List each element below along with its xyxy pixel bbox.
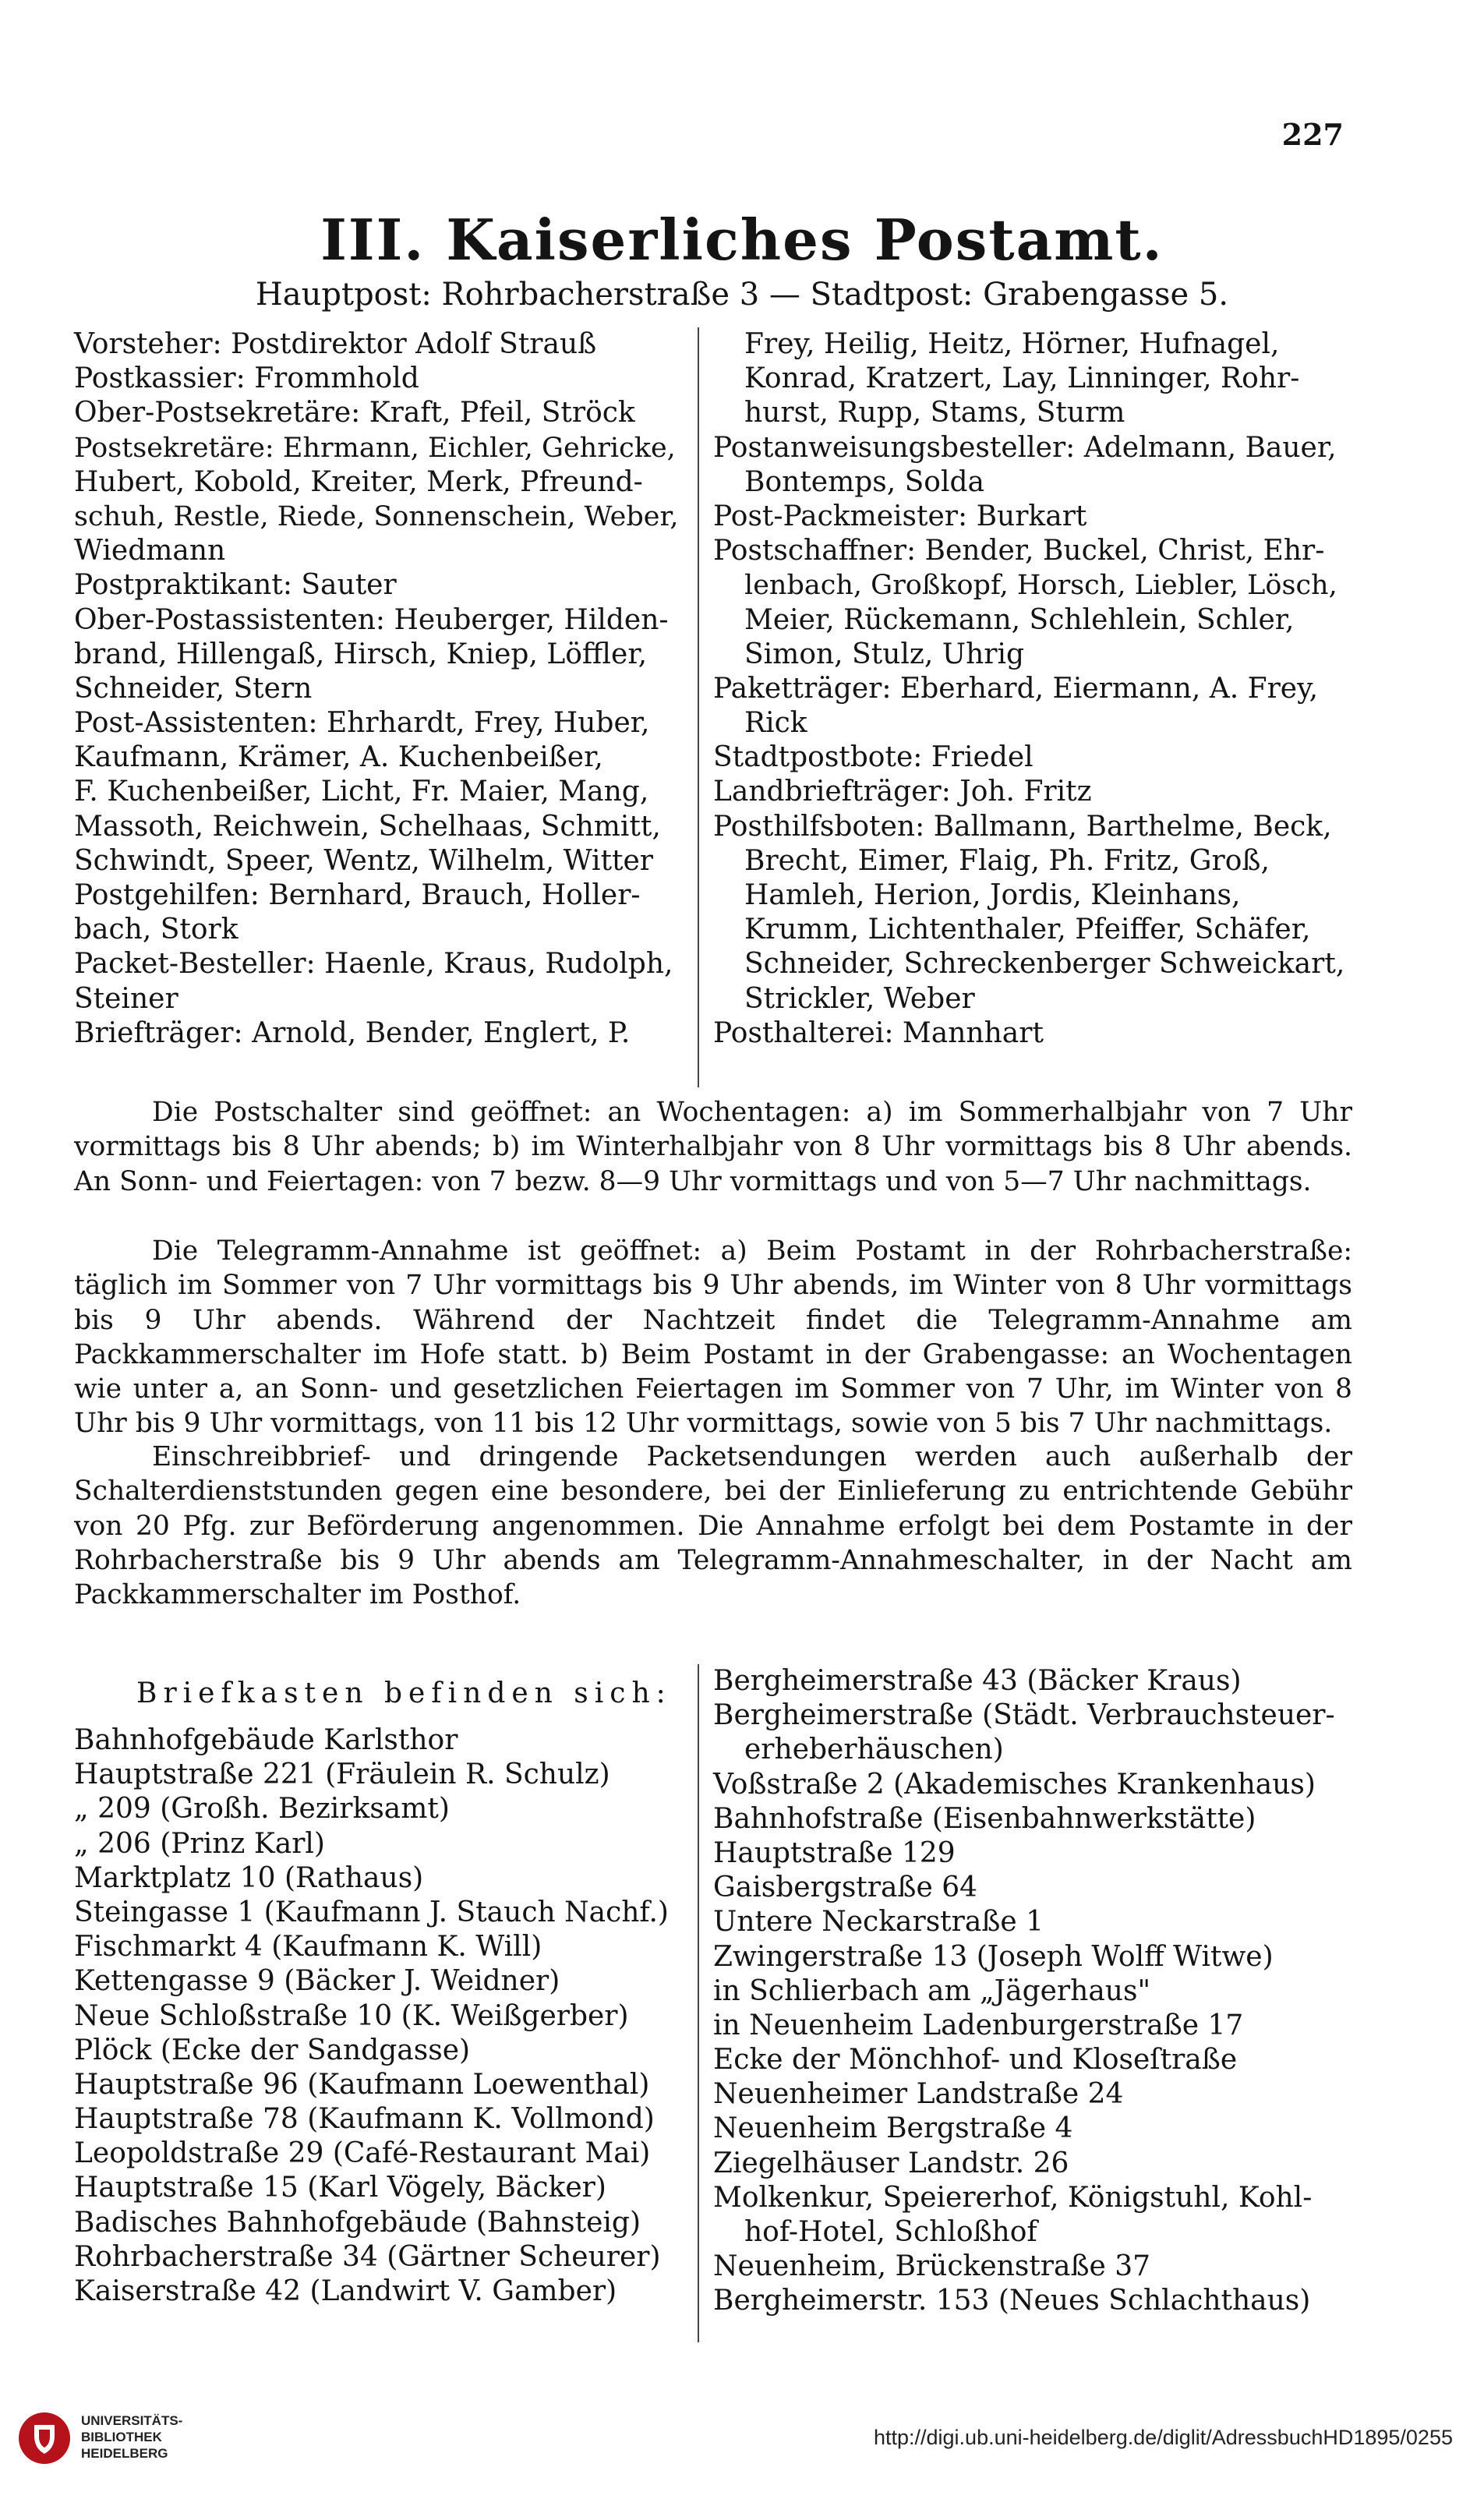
text-line: Postschaffner: Bender, Buckel, Christ, Ehr- bbox=[713, 535, 1325, 567]
text-line: Paketträger: Eberhard, Eiermann, A. Frey, bbox=[713, 672, 1319, 705]
text-line: Leopoldstraße 29 (Café-Restaurant Mai) bbox=[74, 2137, 651, 2170]
text-line: in Schlierbach am „Jägerhaus" bbox=[713, 1974, 1151, 2007]
text-line: in Neuenheim Ladenburgerstraße 17 bbox=[713, 2009, 1244, 2041]
text-line: Zwingerstraße 13 (Joseph Wolff Witwe) bbox=[713, 1940, 1274, 1973]
text-line: Postgehilfen: Bernhard, Brauch, Holler- bbox=[74, 879, 641, 911]
text-line: Fischmarkt 4 (Kaufmann K. Will) bbox=[74, 1931, 542, 1963]
mailbox-heading: Briefkasten befinden sich: bbox=[136, 1677, 672, 1709]
university-seal-icon bbox=[17, 2411, 72, 2465]
text-line: Ober-Postassistenten: Heuberger, Hilden- bbox=[74, 603, 669, 636]
text-line: Konrad, Kratzert, Lay, Linninger, Rohr- bbox=[744, 362, 1300, 395]
text-line: Posthalterei: Mannhart bbox=[713, 1016, 1044, 1049]
text-line: „ 209 (Großh. Bezirksamt) bbox=[74, 1793, 450, 1826]
text-line: erheberhäuschen) bbox=[744, 1734, 1004, 1766]
text-line: Neuenheimer Landstraße 24 bbox=[713, 2078, 1124, 2111]
staff-left-column bbox=[74, 327, 686, 1051]
text-line: Hubert, Kobold, Kreiter, Merk, Pfreund- bbox=[74, 465, 643, 498]
text-line: Frey, Heilig, Heitz, Hörner, Hufnagel, bbox=[744, 328, 1280, 360]
column-divider bbox=[698, 327, 699, 1087]
text-line: Ecke der Mönchhof- und Kloseſtraße bbox=[713, 2044, 1238, 2077]
text-line: Bahnhofgebäude Karlsthor bbox=[74, 1724, 458, 1756]
logo-line: HEIDELBERG bbox=[81, 2446, 168, 2461]
text-line: Schneider, Stern bbox=[74, 672, 313, 705]
text-line: Steingasse 1 (Kaufmann J. Stauch Nachf.) bbox=[74, 1896, 669, 1928]
staff-section bbox=[74, 327, 1352, 1087]
text-line: Neuenheim Bergstraße 4 bbox=[713, 2112, 1073, 2145]
text-line: Postkassier: Frommhold bbox=[74, 362, 419, 395]
mailbox-left-column bbox=[74, 1664, 686, 2309]
text-line: Ober-Postsekretäre: Kraft, Pfeil, Ströck bbox=[74, 397, 635, 429]
mailbox-section bbox=[74, 1664, 1352, 2342]
text-line: Vorsteher: Postdirektor Adolf Strauß bbox=[74, 328, 597, 360]
text-line: Krumm, Lichtenthaler, Pfeiffer, Schäfer, bbox=[744, 914, 1311, 946]
text-line: Voßstraße 2 (Akademisches Krankenhaus) bbox=[713, 1768, 1316, 1801]
text-line: Simon, Stulz, Uhrig bbox=[744, 638, 1025, 670]
text-line: Massoth, Reichwein, Schelhaas, Schmitt, bbox=[74, 810, 661, 843]
text-line: Kaufmann, Krämer, A. Kuchenbeißer, bbox=[74, 741, 603, 774]
text-line: Postsekretäre: Ehrmann, Eichler, Gehricke, bbox=[74, 432, 676, 464]
text-line: Postpraktikant: Sauter bbox=[74, 569, 397, 602]
text-line: Schneider, Schreckenberger Schweickart, bbox=[744, 948, 1345, 981]
source-url-link[interactable]: http://digi.ub.uni-heidelberg.de/diglit/AdressbuchHD1895/0255 bbox=[873, 2426, 1453, 2449]
text-line: Stadtpostbote: Friedel bbox=[713, 741, 1034, 774]
page-number: 227 bbox=[1281, 117, 1344, 152]
text-line: Molkenkur, Speiererhof, Königstuhl, Kohl- bbox=[713, 2181, 1313, 2214]
telegram-paragraph bbox=[74, 1234, 1352, 1441]
text-line: Bergheimerstraße 43 (Bäcker Kraus) bbox=[713, 1665, 1242, 1697]
text-line: Meier, Rückemann, Schlehlein, Schler, bbox=[744, 603, 1295, 636]
text-line: Postanweisungsbesteller: Adelmann, Bauer, bbox=[713, 431, 1337, 464]
registered-mail-paragraph bbox=[74, 1440, 1352, 1612]
logo-line: BIBLIOTHEK bbox=[81, 2430, 162, 2444]
page-subtitle: Hauptpost: Rohrbacherstraße 3 — Stadtpost: Grabengasse 5. bbox=[255, 277, 1229, 313]
footer bbox=[0, 2385, 1484, 2506]
text-line: Wiedmann bbox=[74, 535, 226, 567]
text-line: Bergheimerstr. 153 (Neues Schlachthaus) bbox=[713, 2285, 1311, 2317]
text-line: Briefträger: Arnold, Bender, Englert, P. bbox=[74, 1016, 631, 1049]
column-divider bbox=[698, 1664, 699, 2342]
text-line: Gaisbergstraße 64 bbox=[713, 1872, 978, 1904]
text-line: Hauptstraße 221 (Fräulein R. Schulz) bbox=[74, 1758, 610, 1791]
opening-hours-paragraph bbox=[74, 1095, 1352, 1199]
mailbox-right-column bbox=[713, 1664, 1352, 2319]
text-line: F. Kuchenbeißer, Licht, Fr. Maier, Mang, bbox=[74, 776, 649, 808]
text-line: Post-Packmeister: Burkart bbox=[713, 500, 1087, 532]
text-line: Untere Neckarstraße 1 bbox=[713, 1906, 1044, 1939]
text-line: Packet-Besteller: Haenle, Kraus, Rudolph, bbox=[74, 948, 673, 981]
text-line: Marktplatz 10 (Rathaus) bbox=[74, 1861, 424, 1894]
text-line: Badisches Bahnhofgebäude (Bahnsteig) bbox=[74, 2206, 641, 2239]
paragraph-text: Die Postschalter sind geöffnet: an Wochentagen: a) im Sommerhalbjahr von 7 Uhr vormittags bis 8 Uhr abends; b) im Winterhalbjahr von 8 Uhr vormittags bis 8 Uhr abends. An Sonn- und Feiertagen: von 7 bezw. 8—9 Uhr vormittags und von 5—7 Uhr nachmittags. bbox=[74, 1097, 1352, 1197]
text-line: Neue Schloßstraße 10 (K. Weißgerber) bbox=[74, 1999, 629, 2032]
paragraph-text: Einschreibbrief- und dringende Packetsendungen werden auch außerhalb der Schalterdienststunden gegen eine besondere, bei der Einlieferung zu entrichtende Gebühr von 20 Pfg. zur Beförderung angenommen. Die Annahme erfolgt bei dem Postamte in der Rohrbacherstraße bis 9 Uhr abends am Telegramm-Annahmeschalter, in der Nacht am Packkammerschalter im Posthof. bbox=[74, 1441, 1352, 1611]
text-line: Posthilfsboten: Ballmann, Barthelme, Beck, bbox=[713, 810, 1332, 843]
text-line: brand, Hillengaß, Hirsch, Kniep, Löffler, bbox=[74, 638, 648, 670]
text-line: Neuenheim, Brückenstraße 37 bbox=[713, 2250, 1151, 2283]
text-line: lenbach, Großkopf, Horsch, Liebler, Lösch, bbox=[744, 570, 1337, 602]
text-line: hof-Hotel, Schloßhof bbox=[744, 2216, 1037, 2248]
text-line: Bontemps, Solda bbox=[744, 465, 984, 498]
paragraph-text: Die Telegramm-Annahme ist geöffnet: a) Beim Postamt in der Rohrbacherstraße: täglich im Sommer von 7 Uhr vormittags bis 9 Uhr abends, im Winter von 8 Uhr vormittags bis 9 Uhr abends. Während der Nachtzeit findet die Telegramm-Annahme am Packkammerschalter im Hofe statt. b) Beim Postamt in der Grabengasse: an Wochentagen wie unter a, an Sonn- und gesetzlichen Feiertagen im Sommer von 7 Uhr, im Winter von 8 Uhr bis 9 Uhr vormittags, von 11 bis 12 Uhr vormittags, sowie von 5 bis 7 Uhr nachmittags. bbox=[74, 1235, 1352, 1440]
text-line: Hauptstraße 15 (Karl Vögely, Bäcker) bbox=[74, 2172, 606, 2204]
text-line: Post-Assistenten: Ehrhardt, Frey, Huber, bbox=[74, 707, 650, 740]
text-line: Rohrbacherstraße 34 (Gärtner Scheurer) bbox=[74, 2240, 661, 2273]
text-line: Hauptstraße 96 (Kaufmann Loewenthal) bbox=[74, 2068, 650, 2101]
text-line: Kaiserstraße 42 (Landwirt V. Gamber) bbox=[74, 2275, 617, 2307]
text-line: Brecht, Eimer, Flaig, Ph. Fritz, Groß, bbox=[744, 844, 1270, 877]
logo-line: UNIVERSITÄTS- bbox=[81, 2413, 183, 2428]
text-line: Bahnhofstraße (Eisenbahnwerkstätte) bbox=[713, 1802, 1256, 1835]
text-line: Kettengasse 9 (Bäcker J. Weidner) bbox=[74, 1965, 560, 1998]
text-line: schuh, Restle, Riede, Sonnenschein, Weber, bbox=[74, 500, 679, 532]
text-line: Schwindt, Speer, Wentz, Wilhelm, Witter bbox=[74, 844, 654, 877]
library-logo-text bbox=[81, 2412, 182, 2462]
text-line: „ 206 (Prinz Karl) bbox=[74, 1827, 325, 1860]
staff-right-column bbox=[713, 327, 1352, 1051]
text-line: Steiner bbox=[74, 982, 178, 1015]
page-title: III. Kaiserliches Postamt. bbox=[320, 207, 1164, 273]
text-line: Landbriefträger: Joh. Fritz bbox=[713, 776, 1092, 808]
text-line: bach, Stork bbox=[74, 914, 238, 946]
text-line: Plöck (Ecke der Sandgasse) bbox=[74, 2034, 471, 2066]
text-line: Hauptstraße 129 bbox=[713, 1836, 956, 1869]
text-line: Strickler, Weber bbox=[744, 982, 975, 1015]
text-line: Ziegelhäuser Landstr. 26 bbox=[713, 2147, 1069, 2179]
text-line: Rick bbox=[744, 707, 807, 740]
text-line: Hauptstraße 78 (Kaufmann K. Vollmond) bbox=[74, 2103, 655, 2136]
text-line: Hamleh, Herion, Jordis, Kleinhans, bbox=[744, 879, 1241, 911]
text-line: hurst, Rupp, Stams, Sturm bbox=[744, 397, 1125, 429]
text-line: Bergheimerstraße (Städt. Verbrauchsteuer- bbox=[713, 1699, 1335, 1732]
